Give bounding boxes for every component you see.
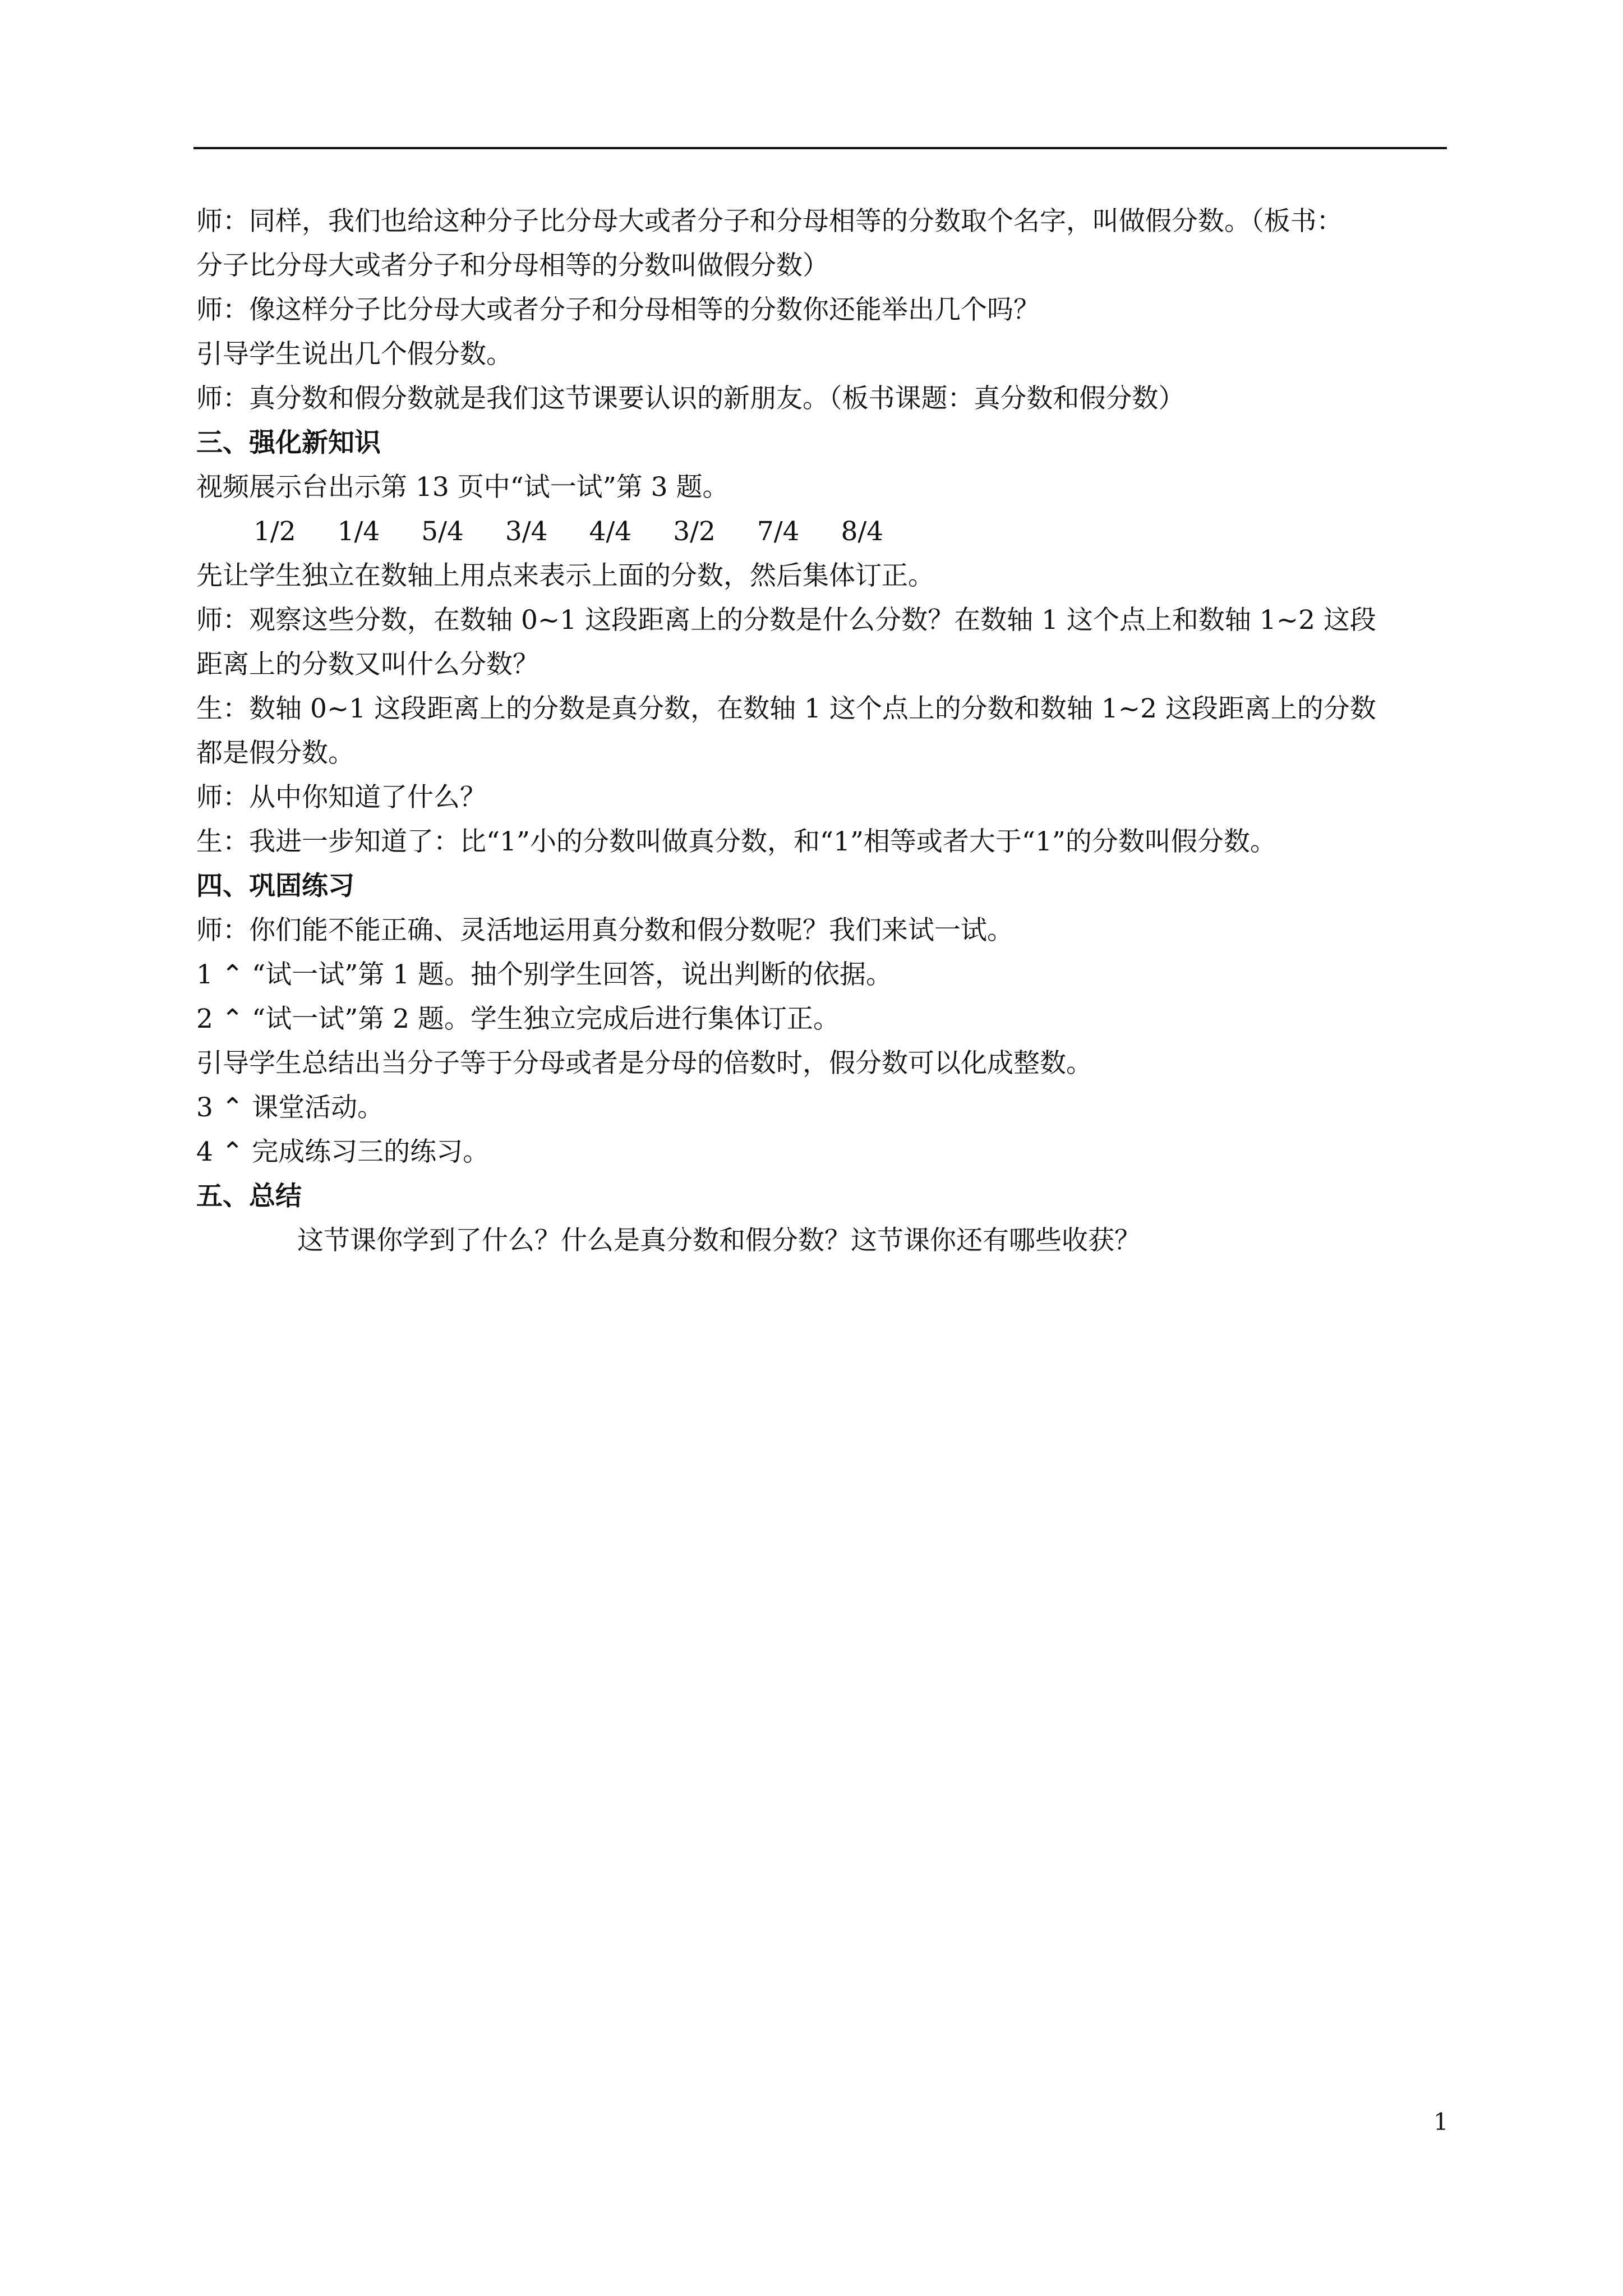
fraction-item: 5/4 bbox=[421, 516, 464, 547]
header-rule bbox=[193, 147, 1447, 149]
paragraph-line: 距离上的分数又叫什么分数？ bbox=[196, 649, 539, 680]
fraction-item: 3/4 bbox=[505, 516, 548, 547]
fraction-item: 7/4 bbox=[757, 516, 800, 547]
paragraph-line: 师：观察这些分数，在数轴 0~1 这段距离上的分数是什么分数？在数轴 1 这个点上和数轴 1~2 这段 bbox=[196, 605, 1376, 636]
paragraph-line: 师：像这样分子比分母大或者分子和分母相等的分数你还能举出几个吗？ bbox=[196, 295, 1040, 325]
paragraph-line: 引导学生说出几个假分数。 bbox=[196, 339, 513, 370]
paragraph-line: 引导学生总结出当分子等于分母或者是分母的倍数时，假分数可以化成整数。 bbox=[196, 1048, 1092, 1079]
fraction-item: 1/4 bbox=[337, 516, 380, 547]
document-body bbox=[196, 199, 1447, 1263]
paragraph-line: 师：真分数和假分数就是我们这节课要认识的新朋友。（板书课题：真分数和假分数） bbox=[196, 383, 1185, 414]
list-item: 2 ⌃ “试一试”第 2 题。学生独立完成后进行集体订正。 bbox=[196, 1004, 840, 1034]
page-number: 1 bbox=[1433, 2108, 1449, 2136]
paragraph-line: 师：你们能不能正确、灵活地运用真分数和假分数呢？我们来试一试。 bbox=[196, 915, 1013, 946]
summary-line: 这节课你学到了什么？什么是真分数和假分数？这节课你还有哪些收获？ bbox=[297, 1225, 1141, 1256]
section-heading-4: 四、巩固练习 bbox=[196, 871, 354, 901]
paragraph-line: 师：从中你知道了什么？ bbox=[196, 782, 486, 813]
fraction-item: 3/2 bbox=[673, 516, 716, 547]
fraction-item: 1/2 bbox=[253, 516, 296, 547]
fraction-list bbox=[196, 509, 1447, 554]
list-item: 1 ⌃ “试一试”第 1 题。抽个别学生回答，说出判断的依据。 bbox=[196, 959, 893, 990]
list-item: 4 ⌃ 完成练习三的练习。 bbox=[196, 1137, 490, 1167]
paragraph-line: 生：数轴 0~1 这段距离上的分数是真分数，在数轴 1 这个点上的分数和数轴 1~2 这段距离上的分数 bbox=[196, 693, 1376, 724]
paragraph-line: 生：我进一步知道了：比“1”小的分数叫做真分数，和“1”相等或者大于“1”的分数叫假分数。 bbox=[196, 826, 1276, 857]
paragraph-line: 先让学生独立在数轴上用点来表示上面的分数，然后集体订正。 bbox=[196, 560, 934, 591]
list-item: 3 ⌃ 课堂活动。 bbox=[196, 1092, 384, 1123]
section-heading-5: 五、总结 bbox=[196, 1181, 302, 1212]
section-heading-3: 三、强化新知识 bbox=[196, 427, 381, 458]
paragraph-line: 视频展示台出示第 13 页中“试一试”第 3 题。 bbox=[196, 472, 729, 503]
paragraph-line: 都是假分数。 bbox=[196, 738, 354, 769]
fraction-item: 8/4 bbox=[841, 516, 884, 547]
paragraph-line: 分子比分母大或者分子和分母相等的分数叫做假分数） bbox=[196, 250, 829, 281]
paragraph-line: 师：同样，我们也给这种分子比分母大或者分子和分母相等的分数取个名字，叫做假分数。（板书： bbox=[196, 206, 1343, 237]
fraction-item: 4/4 bbox=[589, 516, 632, 547]
